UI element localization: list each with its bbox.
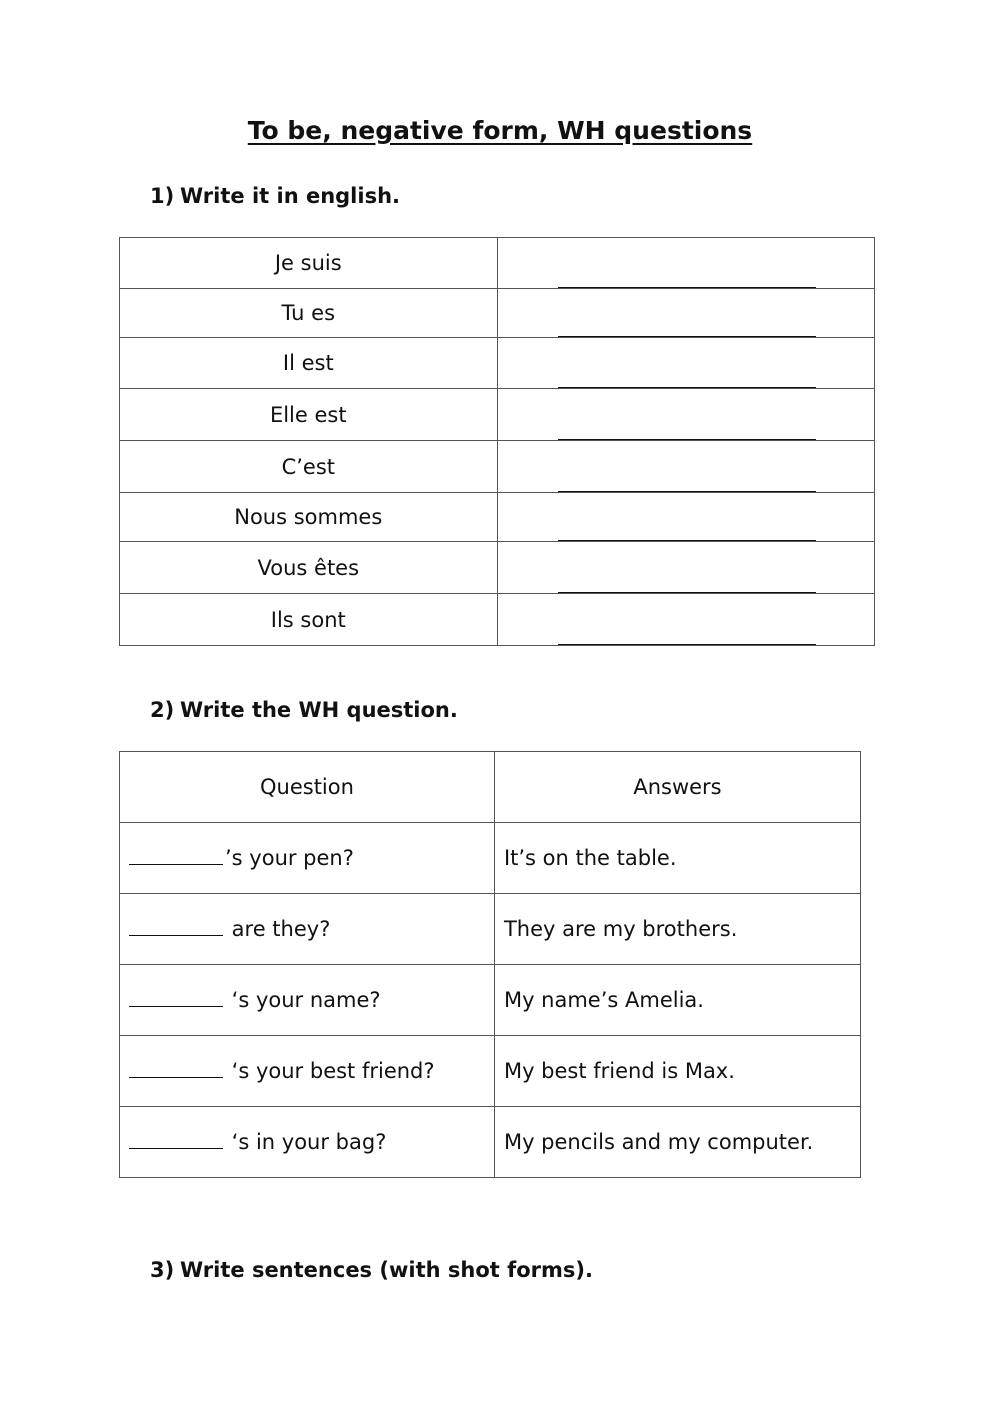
answer-blank[interactable] [497,338,874,389]
answer-line [558,644,816,645]
section-1-text: Write it in english. [180,184,400,208]
section-1-number: 1) [150,184,175,208]
page-title: To be, negative form, WH questions [247,116,753,145]
table-row [120,493,875,542]
question-text: ‘s your best friend? [225,1059,435,1083]
answer-blank[interactable] [497,289,874,338]
question-cell [120,1036,495,1107]
wh-word-blank[interactable] [129,1130,223,1149]
wh-word-blank[interactable] [129,846,223,865]
section-2-heading [150,698,458,722]
wh-question-table [119,751,861,1178]
section-2-number: 2) [150,698,175,722]
table-row [120,594,875,646]
answer-blank[interactable] [497,389,874,441]
table-row [120,542,875,594]
wh-word-blank[interactable] [129,917,223,936]
answer-cell: My best friend is Max. [494,1036,860,1107]
translation-table [119,237,875,646]
question-text: ’s your pen? [225,846,354,870]
table-row [120,441,875,493]
answer-cell: My pencils and my computer. [494,1107,860,1178]
question-text: are they? [225,917,331,941]
wh-word-blank[interactable] [129,1059,223,1078]
french-phrase: Tu es [120,289,498,338]
question-text: ‘s your name? [225,988,381,1012]
french-phrase: C’est [120,441,498,493]
french-phrase: Vous êtes [120,542,498,594]
answer-blank[interactable] [497,441,874,493]
answer-blank[interactable] [497,238,874,289]
french-phrase: Elle est [120,389,498,441]
question-cell [120,823,495,894]
french-phrase: Je suis [120,238,498,289]
table-row [120,389,875,441]
section-1-heading [150,184,400,208]
table-row [120,823,861,894]
question-column-header: Question [120,752,495,823]
answer-cell: It’s on the table. [494,823,860,894]
question-text: ‘s in your bag? [225,1130,387,1154]
wh-word-blank[interactable] [129,988,223,1007]
table-row [120,894,861,965]
french-phrase: Ils sont [120,594,498,646]
section-3-heading [150,1258,593,1282]
question-cell [120,965,495,1036]
section-3-text: Write sentences (with shot forms). [180,1258,593,1282]
answer-cell: My name’s Amelia. [494,965,860,1036]
answer-cell: They are my brothers. [494,894,860,965]
answers-column-header: Answers [494,752,860,823]
table-row [120,338,875,389]
table-row [120,965,861,1036]
question-cell [120,894,495,965]
section-3-number: 3) [150,1258,175,1282]
table-row [120,1107,861,1178]
table-row [120,238,875,289]
table-row [120,1036,861,1107]
answer-blank[interactable] [497,542,874,594]
table-row [120,289,875,338]
answer-blank[interactable] [497,493,874,542]
question-cell [120,1107,495,1178]
french-phrase: Nous sommes [120,493,498,542]
answer-blank[interactable] [497,594,874,646]
table-header-row [120,752,861,823]
section-2-text: Write the WH question. [180,698,458,722]
french-phrase: Il est [120,338,498,389]
